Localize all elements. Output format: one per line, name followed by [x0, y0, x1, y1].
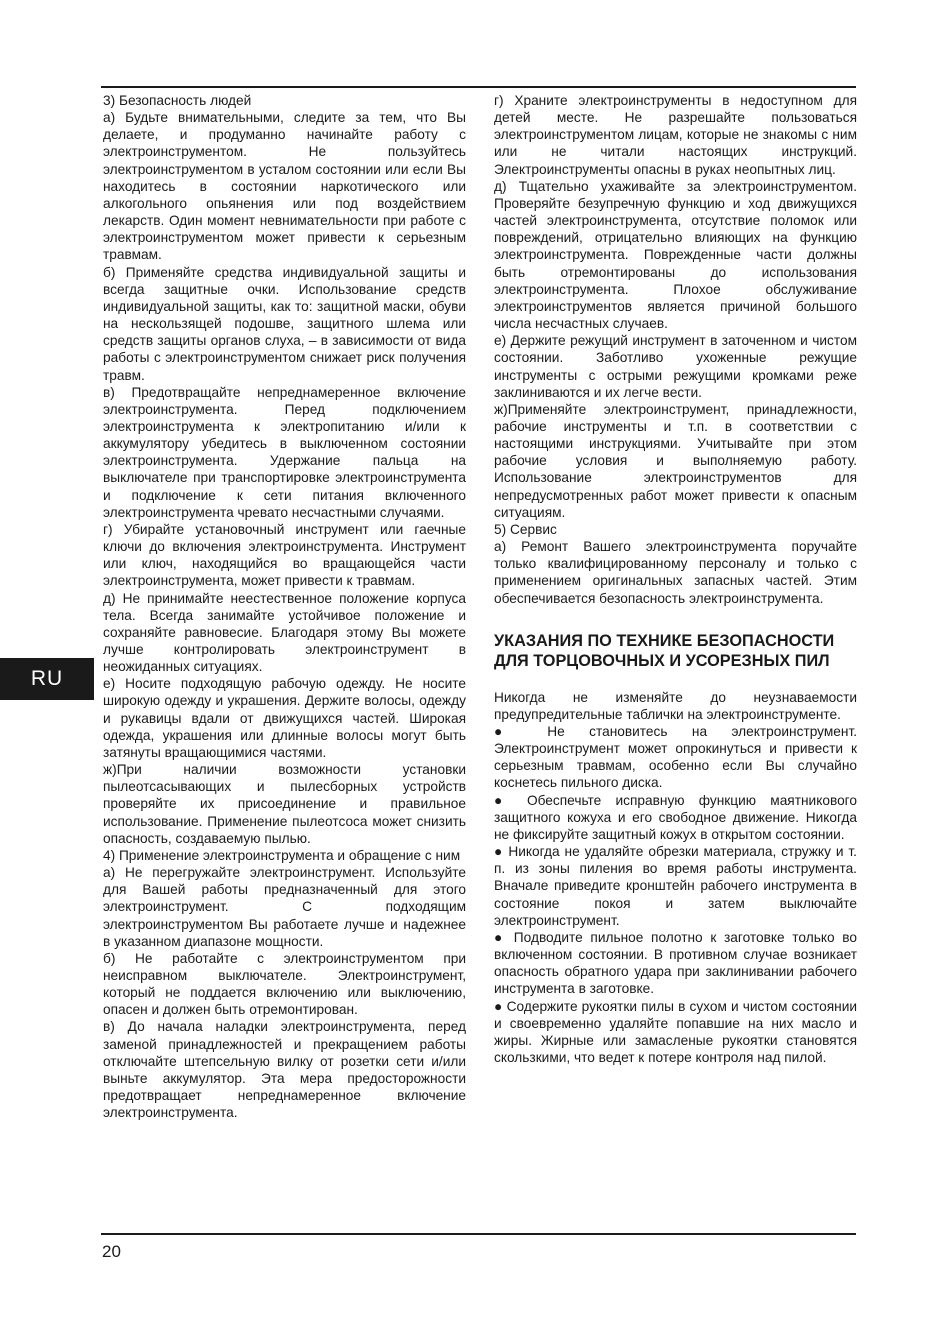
spacer: [494, 607, 857, 631]
section-3-heading: 3) Безопасность людей: [103, 93, 252, 108]
paragraph: д) Тщательно ухаживайте за электроинструментом. Проверяйте безупречную функцию и ход движущихся частей электроинструмента, отсутствие поломок или повреждений, отрицательно влияющих на функцию электроинструмента. Поврежденные части должны быть отремонтированы до использования электроинструмента. Плохое обслуживание электроинструментов является причиной большого числа несчастных случаев.: [494, 178, 857, 332]
paragraph: Никогда не изменяйте до неузнаваемости предупредительные таблички на электроинструменте.: [494, 689, 857, 722]
bullet-item: ● Содержите рукоятки пилы в сухом и чистом состоянии и своевременно удаляйте попавшие на них масло и жиры. Жирные или замасленые рукоятки становятся скользкими, что ведет к потере контроля над пилой.: [494, 998, 857, 1065]
spacer: [494, 671, 857, 689]
section-4-heading: 4) Применение электроинструмента и обращение с ним: [103, 847, 461, 863]
safety-heading: УКАЗАНИЯ ПО ТЕХНИКЕ БЕЗОПАСНОСТИ ДЛЯ ТОРЦОВОЧНЫХ И УСОРЕЗНЫХ ПИЛ: [494, 631, 835, 670]
bullet-item: ● Никогда не удаляйте обрезки материала, стружку и т. п. из зоны пиления во время работы инструмента. Вначале приведите кронштейн рабочего инструмента в состояние покоя и затем выключайте электроинструмент.: [494, 844, 857, 928]
bullet-item: ● Подводите пильное полотно к заготовке только во включенном состоянии. В противном случае возникает опасность обратного удара при заклинивании рабочего инструмента в заготовке.: [494, 929, 857, 997]
paragraph: б) Не работайте с электроинструментом при неисправном выключателе. Электроинструмент, который не поддается включению или выключению, опасен и должен быть отремонтирован.: [103, 950, 466, 1018]
language-tab: RU: [0, 658, 94, 700]
header-rule: [101, 86, 856, 88]
paragraph: а) Ремонт Вашего электроинструмента поручайте только квалифицированному персоналу и только с применением оригинальных запасных частей. Этим обеспечивается безопасность электроинструмента.: [494, 539, 857, 606]
paragraph: а) Будьте внимательными, следите за тем, что Вы делаете, и продуманно начинайте работу с электроинструментом. Не пользуйтесь электроинструментом в усталом состоянии или если Вы находитесь в состоянии наркотического или алкогольного опьянения или под воздействием лекарств. Один момент невнимательности при работе с электроинструментом может привести к серьезным травмам.: [103, 110, 466, 263]
paragraph: а) Не перегружайте электроинструмент. Используйте для Вашей работы предназначенный для этого электроинструмент. С подходящим электроинструментом Вы работаете лучше и надежнее в указанном диапазоне мощности.: [103, 865, 466, 949]
bullet-item: ● Обеспечьте исправную функцию маятникового защитного кожуха и его свободное движение. Никогда не фиксируйте защитный кожух в открытом состоянии.: [494, 792, 857, 842]
paragraph: в) Предотвращайте непреднамеренное включение электроинструмента. Перед подключением электроинструмента к электропитанию и/или к аккумулятору убедитесь в выключенном состоянии электроинструмента. Удержание пальца на выключателе при транспортировке электроинструмента и подключение к сети питания включенного электроинструмента чревато несчастными случаями.: [103, 384, 466, 520]
left-column: [103, 92, 466, 1121]
paragraph: ж)Применяйте электроинструмент, принадлежности, рабочие инструменты и т.п. в соответствии с настоящими инструкциями. Учитывайте при этом рабочие условия и выполняемую работу. Использование электроинструментов для непредусмотренных работ может привести к опасным ситуациям.: [494, 401, 857, 520]
paragraph: д) Не принимайте неестественное положение корпуса тела. Всегда занимайте устойчивое положение и сохраняйте равновесие. Благодаря этому Вы можете лучше контролировать электроинструмент в неожиданных ситуациях.: [103, 590, 466, 675]
right-column: [494, 92, 857, 1066]
section-5-heading: 5) Сервис: [494, 521, 557, 537]
paragraph: б) Применяйте средства индивидуальной защиты и всегда защитные очки. Использование средств индивидуальной защиты, как то: защитной маски, обуви на нескользящей подошве, защитного шлема или средств защиты органов слуха, – в зависимости от вида работы с электроинструментом снижает риск получения травм.: [103, 264, 466, 383]
paragraph: е) Держите режущий инструмент в заточенном и чистом состоянии. Заботливо ухоженные режущие инструменты с острыми режущими кромками реже заклиниваются и их легче вести.: [494, 333, 857, 400]
paragraph: г) Убирайте установочный инструмент или гаечные ключи до включения электроинструмента. Инструмент или ключ, находящийся во вращающейся части электроинструмента, может привести к травмам.: [103, 521, 466, 589]
page-number: 20: [102, 1242, 121, 1261]
paragraph: ж)При наличии возможности установки пылеотсасывающих и пылесборных устройств проверяйте их присоединение и правильное использование. Применение пылеотсоса может снизить опасность, создаваемую пылью.: [103, 762, 466, 846]
paragraph: г) Храните электроинструменты в недоступном для детей месте. Не разрешайте пользоваться электроинструментом лицам, которые не знакомы с ним или не читали настоящих инструкций. Электроинструменты опасны в руках неопытных лиц.: [494, 93, 857, 177]
paragraph: в) До начала наладки электроинструмента, перед заменой принадлежностей и прекращением работы отключайте штепсельную вилку от розетки сети и/или выньте аккумулятор. Эта мера предосторожности предотвращает непреднамеренное включение электроинструмента.: [103, 1019, 466, 1121]
paragraph: е) Носите подходящую рабочую одежду. Не носите широкую одежду и украшения. Держите волосы, одежду и рукавицы вдали от движущихся частей. Широкая одежда, украшения или длинные волосы могут быть затянуты вращающимися частями.: [103, 676, 466, 760]
footer-rule: [101, 1233, 856, 1235]
bullet-item: ● Не становитесь на электроинструмент. Электроинструмент может опрокинуться и привести к серьезным травмам, особенно если Вы случайно коснетесь пильного диска.: [494, 724, 857, 791]
